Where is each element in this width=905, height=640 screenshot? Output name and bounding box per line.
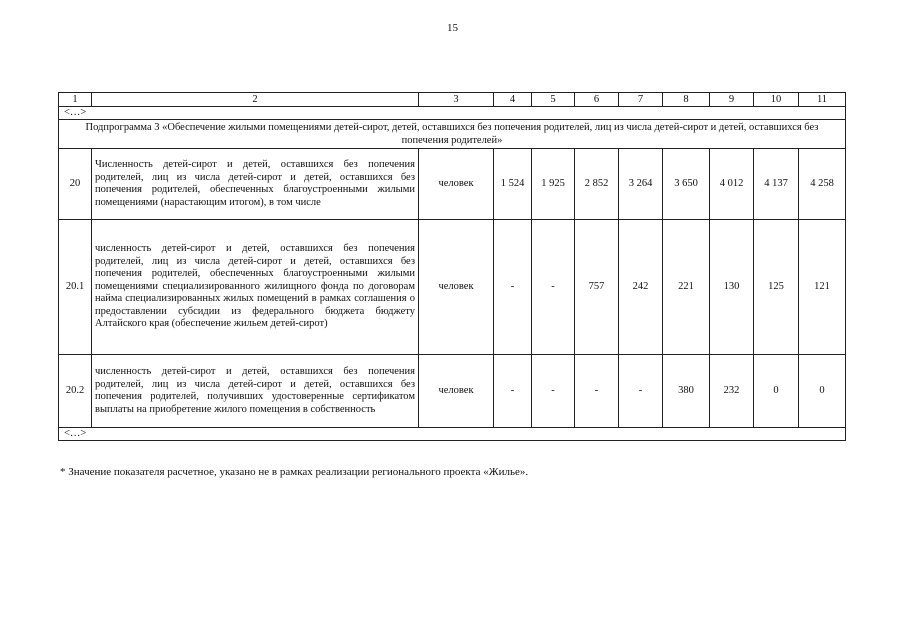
column-number: 3 — [419, 93, 494, 107]
value-cell: 2 852 — [575, 149, 619, 220]
value-cell: 130 — [710, 220, 754, 355]
value-cell: 3 264 — [619, 149, 663, 220]
value-cell: - — [494, 220, 532, 355]
column-number: 1 — [59, 93, 92, 107]
unit-cell: человек — [419, 355, 494, 428]
value-cell: - — [494, 355, 532, 428]
row-number: 20.2 — [59, 355, 92, 428]
table-row — [59, 220, 846, 355]
unit-cell: человек — [419, 149, 494, 220]
column-number: 5 — [532, 93, 575, 107]
footnote: * Значение показателя расчетное, указано не в рамках реализации регионального проекта «Жилье». — [60, 466, 529, 478]
value-cell: 4 258 — [799, 149, 846, 220]
ellipsis-text: <…> — [59, 107, 846, 120]
value-cell: 0 — [754, 355, 799, 428]
value-cell: 125 — [754, 220, 799, 355]
value-cell: 242 — [619, 220, 663, 355]
value-cell: 1 524 — [494, 149, 532, 220]
indicator-description: численность детей-сирот и детей, оставшихся без попечения родителей, лиц из числа детей-сирот и детей, оставшихся без попечения родителей, получивших удостоверенные сертификатом выплаты на приобретение жилого помещения в собственность — [92, 355, 419, 428]
value-cell: 4 137 — [754, 149, 799, 220]
page-number: 15 — [447, 22, 458, 34]
indicators-table — [58, 92, 846, 441]
value-cell: 0 — [799, 355, 846, 428]
value-cell: 380 — [663, 355, 710, 428]
column-number: 10 — [754, 93, 799, 107]
column-number: 2 — [92, 93, 419, 107]
unit-cell: человек — [419, 220, 494, 355]
omitted-rows-marker-bottom — [59, 428, 846, 441]
value-cell: - — [575, 355, 619, 428]
value-cell: 757 — [575, 220, 619, 355]
value-cell: 232 — [710, 355, 754, 428]
table-row — [59, 355, 846, 428]
value-cell: 4 012 — [710, 149, 754, 220]
value-cell: - — [532, 355, 575, 428]
omitted-rows-marker-top — [59, 107, 846, 120]
subprogram-row — [59, 120, 846, 149]
row-number: 20 — [59, 149, 92, 220]
indicator-description: Численность детей-сирот и детей, оставшихся без попечения родителей, лиц из числа детей-сирот и детей, оставшихся без попечения родителей, обеспеченных благоустроенными жилыми помещениями (нарастающим итогом), в том числе — [92, 149, 419, 220]
column-number: 9 — [710, 93, 754, 107]
value-cell: - — [532, 220, 575, 355]
value-cell: 121 — [799, 220, 846, 355]
row-number: 20.1 — [59, 220, 92, 355]
value-cell: 3 650 — [663, 149, 710, 220]
ellipsis-text: <…> — [59, 428, 846, 441]
column-number: 11 — [799, 93, 846, 107]
column-number-row — [59, 93, 846, 107]
table-row — [59, 149, 846, 220]
column-number: 8 — [663, 93, 710, 107]
value-cell: 1 925 — [532, 149, 575, 220]
column-number: 4 — [494, 93, 532, 107]
indicator-description: численность детей-сирот и детей, оставшихся без попечения родителей, лиц из числа детей-сирот и детей, оставшихся без попечения родителей, обеспеченных благоустроенными жилыми помещениями специализированного жилищного фонда по договорам найма специализированных жилых помещений в рамках соглашения о предоставлении субсидии из федерального бюджета бюджету Алтайского края (обеспечение жильем детей-сирот) — [92, 220, 419, 355]
subprogram-title: Подпрограмма 3 «Обеспечение жилыми помещениями детей-сирот, детей, оставшихся без попечения родителей, лиц из числа детей-сирот и детей, оставшихся без попечения родителей» — [59, 120, 846, 149]
value-cell: 221 — [663, 220, 710, 355]
column-number: 7 — [619, 93, 663, 107]
value-cell: - — [619, 355, 663, 428]
column-number: 6 — [575, 93, 619, 107]
